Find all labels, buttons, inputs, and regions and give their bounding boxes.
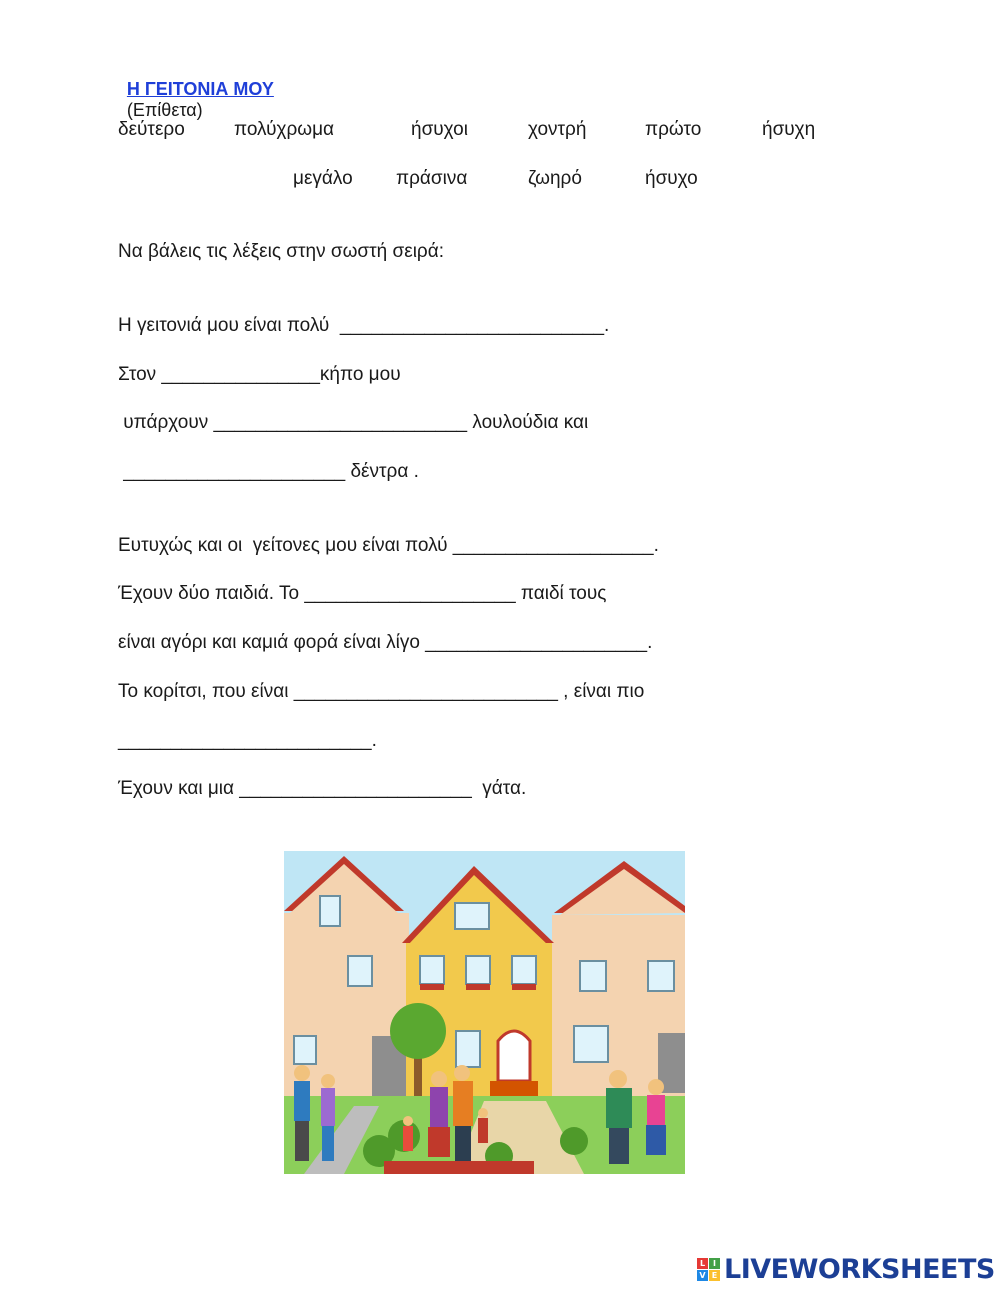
neighborhood-houses-illustration bbox=[284, 851, 685, 1174]
sentence-line[interactable]: Στον _______________κήπο μου bbox=[118, 364, 401, 385]
sentence-line[interactable]: είναι αγόρι και καμιά φορά είναι λίγο _____________________. bbox=[118, 632, 653, 653]
sentence-line[interactable]: Έχουν και μια ______________________ γάτα. bbox=[118, 778, 527, 799]
logo-block: I bbox=[709, 1258, 720, 1269]
title-subtitle: (Επίθετα) bbox=[126, 100, 203, 120]
word-bank-item: μεγάλο bbox=[293, 168, 353, 189]
word-bank-item: ήσυχοι bbox=[411, 119, 468, 140]
logo-text: LIVEWORKSHEETS bbox=[724, 1253, 995, 1285]
liveworksheets-logo[interactable] bbox=[697, 1252, 995, 1286]
word-bank-item: πράσινα bbox=[396, 168, 468, 189]
worksheet-title bbox=[118, 61, 274, 121]
word-bank-item: πολύχρωμα bbox=[234, 119, 335, 140]
sentence-line[interactable]: Η γειτονιά μου είναι πολύ _________________________. bbox=[118, 315, 610, 336]
instruction-text: Να βάλεις τις λέξεις στην σωστή σειρά: bbox=[118, 241, 444, 262]
sentence-line[interactable]: Έχουν δύο παιδιά. Το ____________________ παιδί τους bbox=[118, 583, 607, 604]
word-bank-item: δεύτερο bbox=[118, 119, 185, 140]
word-bank-item: ήσυχη bbox=[762, 119, 816, 140]
sentence-line[interactable]: _____________________ δέντρα . bbox=[118, 461, 419, 482]
word-bank-item: χοντρή bbox=[528, 119, 587, 140]
word-bank-item: ζωηρό bbox=[528, 168, 582, 189]
sentence-line[interactable]: Ευτυχώς και οι γείτονες μου είναι πολύ ___________________. bbox=[118, 535, 659, 556]
sentence-line[interactable]: Το κορίτσι, που είναι _________________________ , είναι πιο bbox=[118, 681, 645, 702]
logo-blocks-icon bbox=[697, 1258, 720, 1281]
sentence-line[interactable]: υπάρχουν ________________________ λουλούδια και bbox=[118, 412, 589, 433]
title-link[interactable]: Η ΓΕΙΤΟΝΙΑ ΜΟΥ bbox=[126, 79, 274, 99]
logo-block: E bbox=[709, 1270, 720, 1281]
word-bank-item: ήσυχο bbox=[645, 168, 698, 189]
logo-block: L bbox=[697, 1258, 708, 1269]
logo-block: V bbox=[697, 1270, 708, 1281]
sentence-line[interactable]: ________________________. bbox=[118, 730, 377, 751]
word-bank-item: πρώτο bbox=[645, 119, 702, 140]
